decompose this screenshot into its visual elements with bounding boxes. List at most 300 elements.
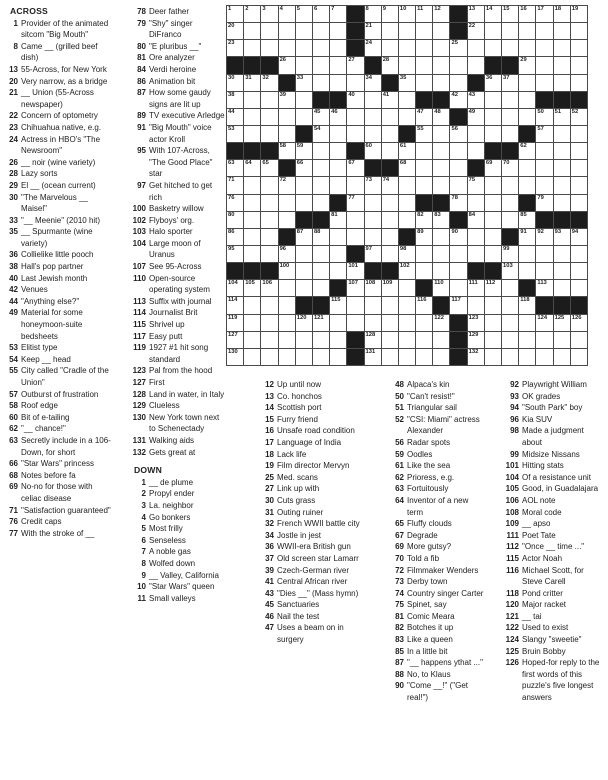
grid-cell[interactable] — [433, 143, 449, 159]
grid-cell[interactable] — [261, 109, 277, 125]
grid-cell[interactable] — [313, 246, 329, 262]
grid-cell[interactable] — [365, 246, 381, 262]
grid-cell[interactable] — [536, 75, 552, 91]
grid-cell[interactable] — [279, 212, 295, 228]
grid-cell[interactable] — [382, 109, 398, 125]
grid-cell[interactable] — [382, 92, 398, 108]
grid-cell[interactable] — [296, 23, 312, 39]
grid-cell[interactable] — [382, 349, 398, 365]
grid-cell[interactable] — [399, 57, 415, 73]
grid-cell[interactable] — [244, 229, 260, 245]
grid-cell[interactable] — [399, 75, 415, 91]
grid-cell[interactable] — [382, 297, 398, 313]
grid-cell[interactable] — [571, 263, 587, 279]
grid-cell[interactable] — [330, 349, 346, 365]
grid-cell[interactable] — [365, 126, 381, 142]
grid-cell[interactable] — [365, 177, 381, 193]
grid-cell[interactable] — [416, 246, 432, 262]
grid-cell[interactable] — [554, 23, 570, 39]
grid-cell[interactable] — [468, 349, 484, 365]
grid-cell[interactable] — [416, 349, 432, 365]
grid-cell[interactable] — [399, 177, 415, 193]
grid-cell[interactable] — [468, 57, 484, 73]
grid-cell[interactable] — [261, 40, 277, 56]
grid-cell[interactable] — [347, 57, 363, 73]
grid-cell[interactable] — [382, 143, 398, 159]
grid-cell[interactable] — [502, 195, 518, 211]
grid-cell[interactable] — [296, 349, 312, 365]
grid-cell[interactable] — [571, 109, 587, 125]
grid-cell[interactable] — [519, 315, 535, 331]
grid-cell[interactable] — [279, 280, 295, 296]
grid-cell[interactable] — [330, 23, 346, 39]
grid-cell[interactable] — [227, 126, 243, 142]
grid-cell[interactable] — [244, 332, 260, 348]
grid-cell[interactable] — [261, 349, 277, 365]
grid-cell[interactable] — [416, 315, 432, 331]
grid-cell[interactable] — [330, 75, 346, 91]
grid-cell[interactable] — [502, 75, 518, 91]
grid-cell[interactable] — [330, 143, 346, 159]
grid-cell[interactable] — [330, 297, 346, 313]
grid-cell[interactable] — [571, 195, 587, 211]
grid-cell[interactable] — [416, 263, 432, 279]
grid-cell[interactable] — [468, 40, 484, 56]
grid-cell[interactable] — [347, 212, 363, 228]
grid-cell[interactable] — [485, 229, 501, 245]
grid-cell[interactable] — [244, 297, 260, 313]
grid-cell[interactable] — [485, 280, 501, 296]
grid-cell[interactable] — [536, 23, 552, 39]
grid-cell[interactable] — [416, 57, 432, 73]
grid-cell[interactable] — [502, 177, 518, 193]
grid-cell[interactable] — [399, 263, 415, 279]
grid-cell[interactable] — [433, 6, 449, 22]
grid-cell[interactable] — [296, 109, 312, 125]
grid-cell[interactable] — [416, 109, 432, 125]
grid-cell[interactable] — [261, 315, 277, 331]
grid-cell[interactable] — [330, 315, 346, 331]
grid-cell[interactable] — [571, 57, 587, 73]
grid-cell[interactable] — [330, 126, 346, 142]
grid-cell[interactable] — [244, 23, 260, 39]
grid-cell[interactable] — [382, 126, 398, 142]
grid-cell[interactable] — [296, 40, 312, 56]
grid-cell[interactable] — [279, 40, 295, 56]
grid-cell[interactable] — [244, 109, 260, 125]
grid-cell[interactable] — [433, 40, 449, 56]
grid-cell[interactable] — [296, 246, 312, 262]
grid-cell[interactable] — [519, 143, 535, 159]
grid-cell[interactable] — [296, 263, 312, 279]
grid-cell[interactable] — [382, 40, 398, 56]
grid-cell[interactable] — [536, 332, 552, 348]
grid-cell[interactable] — [382, 195, 398, 211]
grid-cell[interactable] — [365, 212, 381, 228]
grid-cell[interactable] — [313, 23, 329, 39]
grid-cell[interactable] — [279, 92, 295, 108]
grid-cell[interactable] — [365, 349, 381, 365]
grid-cell[interactable] — [261, 332, 277, 348]
grid-cell[interactable] — [433, 280, 449, 296]
grid-cell[interactable] — [468, 332, 484, 348]
grid-cell[interactable] — [450, 92, 466, 108]
grid-cell[interactable] — [554, 246, 570, 262]
grid-cell[interactable] — [485, 349, 501, 365]
grid-cell[interactable] — [399, 349, 415, 365]
grid-cell[interactable] — [313, 160, 329, 176]
grid-cell[interactable] — [450, 160, 466, 176]
grid-cell[interactable] — [244, 92, 260, 108]
grid-cell[interactable] — [554, 109, 570, 125]
grid-cell[interactable] — [468, 23, 484, 39]
grid-cell[interactable] — [485, 195, 501, 211]
grid-cell[interactable] — [554, 160, 570, 176]
grid-cell[interactable] — [296, 315, 312, 331]
grid-cell[interactable] — [450, 143, 466, 159]
grid-cell[interactable] — [244, 246, 260, 262]
grid-cell[interactable] — [279, 297, 295, 313]
grid-cell[interactable] — [485, 160, 501, 176]
grid-cell[interactable] — [519, 109, 535, 125]
grid-cell[interactable] — [296, 195, 312, 211]
grid-cell[interactable] — [244, 349, 260, 365]
grid-cell[interactable] — [485, 246, 501, 262]
grid-cell[interactable] — [485, 92, 501, 108]
grid-cell[interactable] — [347, 280, 363, 296]
grid-cell[interactable] — [399, 195, 415, 211]
grid-cell[interactable] — [571, 177, 587, 193]
grid-cell[interactable] — [554, 315, 570, 331]
grid-cell[interactable] — [296, 92, 312, 108]
grid-cell[interactable] — [502, 332, 518, 348]
grid-cell[interactable] — [554, 126, 570, 142]
grid-cell[interactable] — [485, 177, 501, 193]
grid-cell[interactable] — [279, 349, 295, 365]
grid-cell[interactable] — [399, 23, 415, 39]
grid-cell[interactable] — [416, 143, 432, 159]
grid-cell[interactable] — [279, 332, 295, 348]
grid-cell[interactable] — [313, 75, 329, 91]
grid-cell[interactable] — [365, 297, 381, 313]
grid-cell[interactable] — [365, 280, 381, 296]
grid-cell[interactable] — [554, 143, 570, 159]
grid-cell[interactable] — [296, 280, 312, 296]
grid-cell[interactable] — [450, 280, 466, 296]
grid-cell[interactable] — [347, 126, 363, 142]
grid-cell[interactable] — [571, 126, 587, 142]
grid-cell[interactable] — [416, 23, 432, 39]
grid-cell[interactable] — [433, 109, 449, 125]
grid-cell[interactable] — [313, 57, 329, 73]
grid-cell[interactable] — [399, 280, 415, 296]
grid-cell[interactable] — [536, 315, 552, 331]
grid-cell[interactable] — [382, 332, 398, 348]
grid-cell[interactable] — [468, 177, 484, 193]
grid-cell[interactable] — [433, 246, 449, 262]
grid-cell[interactable] — [382, 177, 398, 193]
grid-cell[interactable] — [519, 349, 535, 365]
grid-cell[interactable] — [450, 40, 466, 56]
grid-cell[interactable] — [365, 40, 381, 56]
grid-cell[interactable] — [347, 177, 363, 193]
grid-cell[interactable] — [244, 177, 260, 193]
grid-cell[interactable] — [554, 57, 570, 73]
grid-cell[interactable] — [365, 109, 381, 125]
grid-cell[interactable] — [485, 109, 501, 125]
grid-cell[interactable] — [347, 229, 363, 245]
grid-cell[interactable] — [554, 229, 570, 245]
grid-cell[interactable] — [468, 143, 484, 159]
grid-cell[interactable] — [399, 92, 415, 108]
grid-cell[interactable] — [227, 75, 243, 91]
grid-cell[interactable] — [244, 126, 260, 142]
grid-cell[interactable] — [313, 280, 329, 296]
grid-cell[interactable] — [519, 160, 535, 176]
grid-cell[interactable] — [261, 229, 277, 245]
grid-cell[interactable] — [485, 126, 501, 142]
grid-cell[interactable] — [347, 160, 363, 176]
grid-cell[interactable] — [554, 263, 570, 279]
grid-cell[interactable] — [450, 177, 466, 193]
grid-cell[interactable] — [536, 160, 552, 176]
grid-cell[interactable] — [502, 246, 518, 262]
grid-cell[interactable] — [502, 40, 518, 56]
grid-cell[interactable] — [416, 212, 432, 228]
grid-cell[interactable] — [382, 212, 398, 228]
grid-cell[interactable] — [399, 160, 415, 176]
grid-cell[interactable] — [227, 6, 243, 22]
grid-cell[interactable] — [365, 75, 381, 91]
grid-cell[interactable] — [244, 160, 260, 176]
grid-cell[interactable] — [416, 229, 432, 245]
grid-cell[interactable] — [227, 315, 243, 331]
grid-cell[interactable] — [519, 246, 535, 262]
grid-cell[interactable] — [399, 246, 415, 262]
grid-cell[interactable] — [485, 23, 501, 39]
grid-cell[interactable] — [296, 229, 312, 245]
grid-cell[interactable] — [313, 126, 329, 142]
grid-cell[interactable] — [399, 297, 415, 313]
grid-cell[interactable] — [554, 6, 570, 22]
grid-cell[interactable] — [279, 23, 295, 39]
grid-cell[interactable] — [571, 246, 587, 262]
grid-cell[interactable] — [571, 280, 587, 296]
grid-cell[interactable] — [382, 23, 398, 39]
grid-cell[interactable] — [279, 6, 295, 22]
grid-cell[interactable] — [365, 315, 381, 331]
grid-cell[interactable] — [502, 212, 518, 228]
grid-cell[interactable] — [536, 263, 552, 279]
grid-cell[interactable] — [227, 229, 243, 245]
grid-cell[interactable] — [296, 332, 312, 348]
grid-cell[interactable] — [450, 126, 466, 142]
grid-cell[interactable] — [450, 57, 466, 73]
grid-cell[interactable] — [519, 92, 535, 108]
grid-cell[interactable] — [313, 40, 329, 56]
grid-cell[interactable] — [296, 177, 312, 193]
grid-cell[interactable] — [296, 75, 312, 91]
grid-cell[interactable] — [536, 246, 552, 262]
grid-cell[interactable] — [416, 297, 432, 313]
grid-cell[interactable] — [365, 6, 381, 22]
grid-cell[interactable] — [279, 195, 295, 211]
grid-cell[interactable] — [450, 263, 466, 279]
grid-cell[interactable] — [571, 315, 587, 331]
grid-cell[interactable] — [485, 212, 501, 228]
grid-cell[interactable] — [227, 297, 243, 313]
grid-cell[interactable] — [571, 160, 587, 176]
grid-cell[interactable] — [382, 315, 398, 331]
grid-cell[interactable] — [416, 75, 432, 91]
grid-cell[interactable] — [261, 297, 277, 313]
grid-cell[interactable] — [554, 332, 570, 348]
grid-cell[interactable] — [261, 92, 277, 108]
grid-cell[interactable] — [261, 160, 277, 176]
grid-cell[interactable] — [313, 109, 329, 125]
grid-cell[interactable] — [468, 6, 484, 22]
grid-cell[interactable] — [313, 332, 329, 348]
grid-cell[interactable] — [227, 280, 243, 296]
grid-cell[interactable] — [261, 195, 277, 211]
grid-cell[interactable] — [468, 109, 484, 125]
grid-cell[interactable] — [519, 297, 535, 313]
grid-cell[interactable] — [468, 92, 484, 108]
grid-cell[interactable] — [502, 92, 518, 108]
grid-cell[interactable] — [571, 229, 587, 245]
grid-cell[interactable] — [536, 109, 552, 125]
grid-cell[interactable] — [554, 177, 570, 193]
grid-cell[interactable] — [244, 40, 260, 56]
grid-cell[interactable] — [536, 349, 552, 365]
grid-cell[interactable] — [227, 212, 243, 228]
grid-cell[interactable] — [416, 126, 432, 142]
grid-cell[interactable] — [365, 229, 381, 245]
grid-cell[interactable] — [416, 332, 432, 348]
grid-cell[interactable] — [536, 6, 552, 22]
grid-cell[interactable] — [433, 332, 449, 348]
grid-cell[interactable] — [519, 177, 535, 193]
grid-cell[interactable] — [227, 109, 243, 125]
grid-cell[interactable] — [416, 40, 432, 56]
grid-cell[interactable] — [347, 315, 363, 331]
grid-cell[interactable] — [554, 349, 570, 365]
grid-cell[interactable] — [571, 6, 587, 22]
grid-cell[interactable] — [347, 109, 363, 125]
grid-cell[interactable] — [365, 92, 381, 108]
grid-cell[interactable] — [450, 297, 466, 313]
grid-cell[interactable] — [519, 263, 535, 279]
grid-cell[interactable] — [468, 229, 484, 245]
grid-cell[interactable] — [296, 143, 312, 159]
grid-cell[interactable] — [227, 160, 243, 176]
grid-cell[interactable] — [261, 6, 277, 22]
grid-cell[interactable] — [554, 280, 570, 296]
grid-cell[interactable] — [279, 177, 295, 193]
grid-cell[interactable] — [313, 6, 329, 22]
grid-cell[interactable] — [502, 263, 518, 279]
grid-cell[interactable] — [433, 126, 449, 142]
grid-cell[interactable] — [296, 57, 312, 73]
grid-cell[interactable] — [279, 126, 295, 142]
grid-cell[interactable] — [347, 263, 363, 279]
grid-cell[interactable] — [382, 6, 398, 22]
grid-cell[interactable] — [347, 75, 363, 91]
grid-cell[interactable] — [502, 349, 518, 365]
grid-cell[interactable] — [399, 332, 415, 348]
grid-cell[interactable] — [347, 297, 363, 313]
grid-cell[interactable] — [433, 315, 449, 331]
grid-cell[interactable] — [571, 40, 587, 56]
grid-cell[interactable] — [227, 246, 243, 262]
grid-cell[interactable] — [227, 23, 243, 39]
grid-cell[interactable] — [261, 126, 277, 142]
grid-cell[interactable] — [519, 212, 535, 228]
grid-cell[interactable] — [365, 23, 381, 39]
grid-cell[interactable] — [485, 315, 501, 331]
grid-cell[interactable] — [330, 177, 346, 193]
grid-cell[interactable] — [468, 280, 484, 296]
grid-cell[interactable] — [279, 143, 295, 159]
grid-cell[interactable] — [313, 349, 329, 365]
grid-cell[interactable] — [416, 6, 432, 22]
grid-cell[interactable] — [571, 23, 587, 39]
grid-cell[interactable] — [227, 92, 243, 108]
grid-cell[interactable] — [261, 75, 277, 91]
grid-cell[interactable] — [399, 6, 415, 22]
grid-cell[interactable] — [468, 297, 484, 313]
grid-cell[interactable] — [433, 177, 449, 193]
grid-cell[interactable] — [433, 23, 449, 39]
grid-cell[interactable] — [330, 160, 346, 176]
grid-cell[interactable] — [468, 246, 484, 262]
grid-cell[interactable] — [382, 280, 398, 296]
grid-cell[interactable] — [313, 143, 329, 159]
grid-cell[interactable] — [485, 297, 501, 313]
grid-cell[interactable] — [279, 57, 295, 73]
grid-cell[interactable] — [227, 349, 243, 365]
grid-cell[interactable] — [519, 6, 535, 22]
grid-cell[interactable] — [416, 160, 432, 176]
grid-cell[interactable] — [347, 195, 363, 211]
grid-cell[interactable] — [313, 177, 329, 193]
grid-cell[interactable] — [227, 195, 243, 211]
grid-cell[interactable] — [399, 212, 415, 228]
grid-cell[interactable] — [330, 212, 346, 228]
grid-cell[interactable] — [485, 6, 501, 22]
grid-cell[interactable] — [382, 229, 398, 245]
grid-cell[interactable] — [519, 229, 535, 245]
grid-cell[interactable] — [261, 280, 277, 296]
grid-cell[interactable] — [227, 177, 243, 193]
grid-cell[interactable] — [468, 315, 484, 331]
grid-cell[interactable] — [433, 229, 449, 245]
grid-cell[interactable] — [227, 40, 243, 56]
grid-cell[interactable] — [244, 6, 260, 22]
grid-cell[interactable] — [433, 349, 449, 365]
grid-cell[interactable] — [571, 332, 587, 348]
grid-cell[interactable] — [261, 212, 277, 228]
grid-cell[interactable] — [399, 315, 415, 331]
grid-cell[interactable] — [227, 332, 243, 348]
grid-cell[interactable] — [399, 143, 415, 159]
grid-cell[interactable] — [330, 109, 346, 125]
grid-cell[interactable] — [502, 297, 518, 313]
grid-cell[interactable] — [313, 315, 329, 331]
grid-cell[interactable] — [571, 143, 587, 159]
grid-cell[interactable] — [433, 263, 449, 279]
grid-cell[interactable] — [519, 57, 535, 73]
